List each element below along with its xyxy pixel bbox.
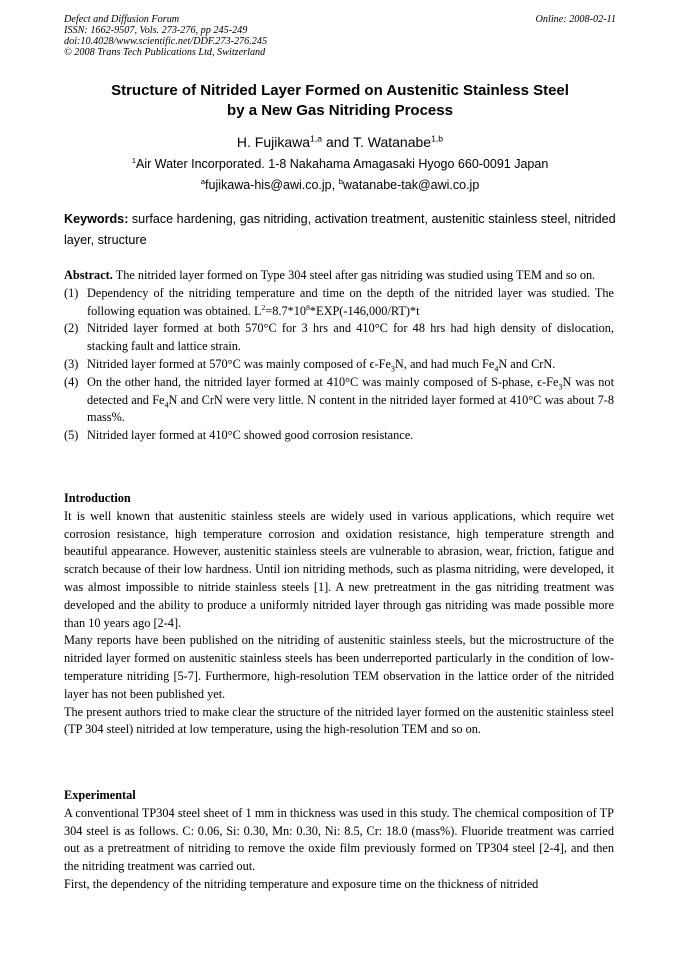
- item-text: On the other hand, the nitrided layer formed at 410°C was mainly composed of S-phase, ϵ-Fe: [87, 374, 559, 389]
- subscript: 3: [558, 382, 563, 392]
- abstract-item-4: [64, 374, 614, 427]
- affiliation-mark: 1: [131, 155, 137, 165]
- issn-line: ISSN: 1662-9507, Vols. 273-276, pp 245-249: [64, 25, 248, 36]
- author-2-affil-mark: 1,b: [431, 133, 444, 144]
- journal-name: Defect and Diffusion Forum: [64, 14, 180, 25]
- author-1-affil-mark: 1,a: [310, 133, 323, 144]
- keywords-text: surface hardening, gas nitriding, activation treatment, austenitic stainless steel, nitrided layer, structure: [64, 212, 616, 247]
- item-number: (4): [64, 374, 79, 389]
- abstract-label: Abstract.: [64, 268, 113, 282]
- email-a[interactable]: fujikawa-his@awi.co.jp,: [205, 178, 339, 192]
- affiliation-line: [64, 154, 616, 175]
- abstract-item-3: [64, 356, 614, 374]
- item-number: (5): [64, 428, 79, 443]
- superscript: 2: [261, 302, 266, 312]
- item-text-cont: *EXP(-146,000/RT)*t: [309, 303, 420, 318]
- email-line: [64, 175, 616, 196]
- title-line-1: Structure of Nitrided Layer Formed on Austenitic Stainless Steel: [111, 82, 569, 99]
- author-list: [64, 133, 616, 151]
- author-2: T. Watanabe: [352, 134, 432, 150]
- experimental-heading: Experimental: [64, 788, 136, 802]
- item-text-cont: N and CrN were very little. N content in the nitrided layer formed at 410°C was about 7-8 mass%.: [87, 392, 614, 425]
- abstract-section: [64, 267, 614, 445]
- experimental-paragraph-2: First, the dependency of the nitriding temperature and exposure time on the thickness of nitrided: [64, 876, 539, 891]
- introduction-paragraph-3: The present authors tried to make clear the structure of the nitrided layer formed on the austenitic stainless steel (TP 304 steel) nitrided at low temperature, using the high-resolution TEM and so on.: [64, 704, 614, 737]
- abstract-intro: [64, 267, 614, 285]
- email-a-mark: a: [200, 176, 206, 186]
- affiliation-text: Air Water Incorporated. 1-8 Nakahama Amagasaki Hyogo 660-0091 Japan: [136, 157, 549, 171]
- item-text: Nitrided layer formed at 570°C was mainly composed of ϵ-Fe: [87, 356, 391, 371]
- experimental-paragraph-1: A conventional TP304 steel sheet of 1 mm in thickness was used in this study. The chemical composition of TP 304 steel is as follows. C: 0.06, Si: 0.30, Mn: 0.30, Ni: 8.5, Cr: 18.0 (mass%). Fluoride treatment was carried out as a pretreatment of nitriding to remove the oxide film previously formed on TP304 steel [2-4], and then the nitriding treatment was carried out.: [64, 805, 614, 874]
- experimental-section: [64, 787, 614, 894]
- item-text-cont: =8.7*10: [265, 303, 307, 318]
- title-line-2: by a New Gas Nitriding Process: [227, 102, 453, 119]
- paper-title: [64, 81, 616, 121]
- abstract-findings-list: [64, 285, 614, 445]
- subscript: 4: [164, 400, 169, 410]
- introduction-paragraph-1: It is well known that austenitic stainless steels are widely used in various applications, which require wet corrosion resistance, high temperature corrosion and oxidation resistance, high temperature strength and beautiful appearance. However, austenitic stainless steels are vulnerable to abrasion, wear, friction, fatigue and scratch because of their low hardness. Until ion nitriding methods, such as plasma nitriding, were developed, it was almost impossible to nitride stainless steels [1]. A new pretreatment in the gas nitriding treatment was developed and the ability to produce a uniformly nitrided layer through gas nitriding was made possible more than 10 years ago [2-4].: [64, 508, 614, 630]
- introduction-paragraph-2: Many reports have been published on the nitriding of austenitic stainless steels, but the microstructure of the nitrided layer formed on austenitic stainless steels has been underreported particularly in the condition of low-temperature nitriding [5-7]. Furthermore, high-resolution TEM observation in the lattice order of the nitrided layer has not been published yet.: [64, 633, 614, 701]
- abstract-item-2: [64, 320, 614, 356]
- superscript: 8: [306, 302, 310, 312]
- email-b-mark: b: [338, 176, 343, 186]
- item-text-cont: N was not detected and Fe: [87, 374, 614, 407]
- item-number: (1): [64, 285, 79, 300]
- keywords-block: [64, 209, 619, 251]
- item-text: Dependency of the nitriding temperature and time on the depth of the nitrided layer was studied. The following equation was obtained. L: [87, 285, 614, 318]
- item-text: Nitrided layer formed at both 570°C for 3 hrs and 410°C for 48 hrs had high density of dislocation, stacking fault and lattice strain.: [87, 321, 614, 354]
- item-text-cont: N, and had much Fe: [394, 356, 495, 371]
- introduction-section: [64, 490, 614, 739]
- abstract-item-1: [64, 285, 614, 321]
- journal-header: [64, 14, 616, 58]
- introduction-heading: Introduction: [64, 491, 131, 505]
- item-text: Nitrided layer formed at 410°C showed good corrosion resistance.: [87, 428, 414, 443]
- copyright-line: © 2008 Trans Tech Publications Ltd, Switzerland: [64, 47, 266, 58]
- abstract-item-5: [64, 427, 614, 445]
- doi-line: doi:10.4028/www.scientific.net/DDF.273-276.245: [64, 36, 268, 47]
- abstract-intro-text: The nitrided layer formed on Type 304 steel after gas nitriding was studied using TEM and so on.: [112, 268, 596, 282]
- author-1: H. Fujikawa: [236, 134, 311, 150]
- subscript: 4: [494, 364, 499, 374]
- author-conjunction: and: [322, 134, 353, 150]
- subscript: 3: [390, 364, 395, 374]
- email-b[interactable]: watanabe-tak@awi.co.jp: [342, 178, 480, 192]
- keywords-label: Keywords:: [64, 212, 129, 226]
- item-number: (3): [64, 356, 79, 371]
- item-number: (2): [64, 321, 79, 336]
- item-text-cont: N and CrN.: [498, 356, 556, 371]
- affiliation-block: [64, 154, 616, 196]
- online-date: Online: 2008-02-11: [535, 14, 616, 25]
